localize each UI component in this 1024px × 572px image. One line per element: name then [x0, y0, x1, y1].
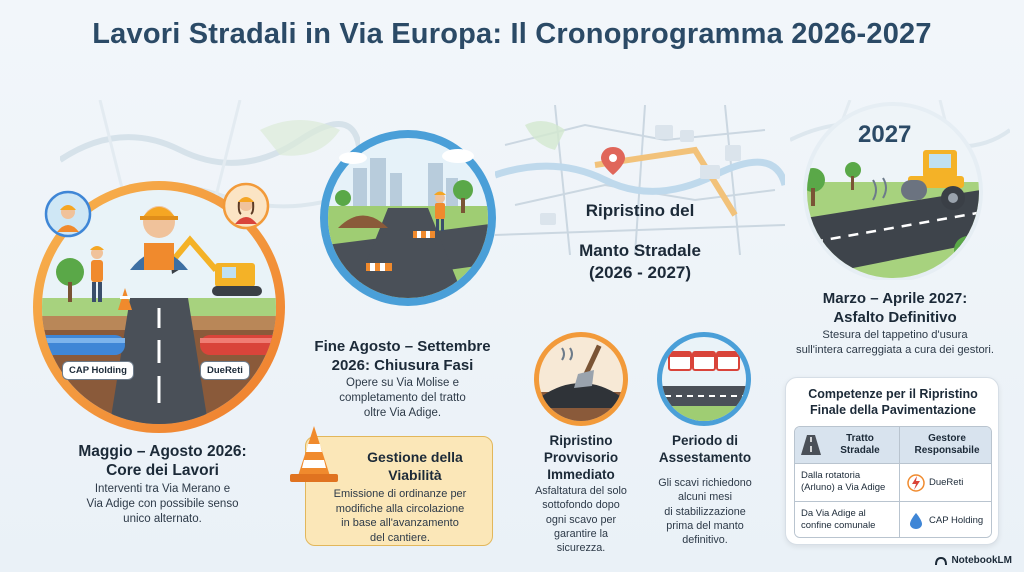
table-header-gestore: Gestore Responsabile: [914, 433, 980, 456]
phase3-year: 2027: [858, 121, 912, 148]
table-row: [795, 463, 992, 501]
traffic-cone-icon: [286, 424, 342, 486]
lightning-icon: [907, 474, 925, 492]
assestamento-description: Gli scavi richiedono alcuni mesi di stabilizzazione prima del manto definitivo.: [658, 477, 752, 546]
phase2-description: Opere su Via Molise e completamento del tratto oltre Via Adige.: [339, 377, 466, 420]
road-barrier-icon: [366, 263, 392, 271]
table-header-tratto: Tratto Stradale: [840, 433, 880, 456]
competenze-heading: Competenze per il Ripristino Finale della Pavimentazione: [808, 387, 978, 417]
ripristino-heading: Ripristino del Manto Stradale (2026 - 2027): [579, 201, 701, 283]
road-barrier-icon: [413, 231, 435, 238]
viabilita-heading: Gestione della Viabilità: [367, 449, 463, 483]
table-divider: [899, 427, 900, 538]
table-cell-tratto: Dalla rotatoria (Arluno) a Via Adige: [801, 470, 886, 493]
page-title: Lavori Stradali in Via Europa: Il Cronoprogramma 2026-2027: [92, 18, 932, 50]
provvisorio-illustration: [532, 330, 630, 428]
table-cell-gestore: DueReti: [929, 477, 964, 488]
brand-footer: [935, 555, 1012, 566]
assestamento-illustration: [655, 330, 753, 428]
phase1-heading: Maggio – Agosto 2026: Core dei Lavori: [78, 443, 247, 480]
provvisorio-description: Asfaltatura del solo sottofondo dopo ogni scavo per garantire la sicurezza.: [535, 485, 627, 554]
competenze-card: [785, 377, 999, 545]
table-cell-gestore: CAP Holding: [929, 515, 984, 526]
phase3-description: Stesura del tappetino d'usura sull'intera carreggiata a cura dei gestori.: [795, 329, 995, 356]
pipe-label-cap-holding: CAP Holding: [62, 361, 134, 380]
table-header: [795, 427, 992, 463]
road-icon: [801, 435, 821, 455]
phase2-heading: Fine Agosto – Settembre 2026: Chiusura Fasi: [314, 338, 491, 374]
worker-avatar-right: [222, 182, 270, 230]
competenze-table: [794, 426, 992, 538]
map-pin-icon: [601, 147, 625, 175]
worker-avatar-left: [44, 190, 92, 238]
assestamento-heading: Periodo di Assestamento: [658, 433, 752, 465]
water-drop-icon: [908, 512, 924, 530]
notebooklm-logo-icon: [935, 556, 947, 566]
phase1-description: Interventi tra Via Merano e Via Adige con possibile senso unico alternato.: [86, 483, 239, 526]
table-row: [795, 501, 992, 538]
provvisorio-heading: Ripristino Provvisorio Immediato: [543, 433, 619, 482]
brand-label: NotebookLM: [951, 555, 1012, 566]
table-cell-tratto: Da Via Adige al confine comunale: [801, 508, 876, 531]
phase2-illustration: [318, 128, 498, 308]
calendar-icon: [669, 352, 739, 370]
viabilita-description: Emissione di ordinanze per modifiche alla circolazione in base all'avanzamento del cantiere.: [333, 488, 467, 544]
pipe-label-dueretti: DueReti: [200, 361, 250, 380]
phase3-heading: Marzo – Aprile 2027: Asfalto Definitivo: [822, 290, 968, 326]
